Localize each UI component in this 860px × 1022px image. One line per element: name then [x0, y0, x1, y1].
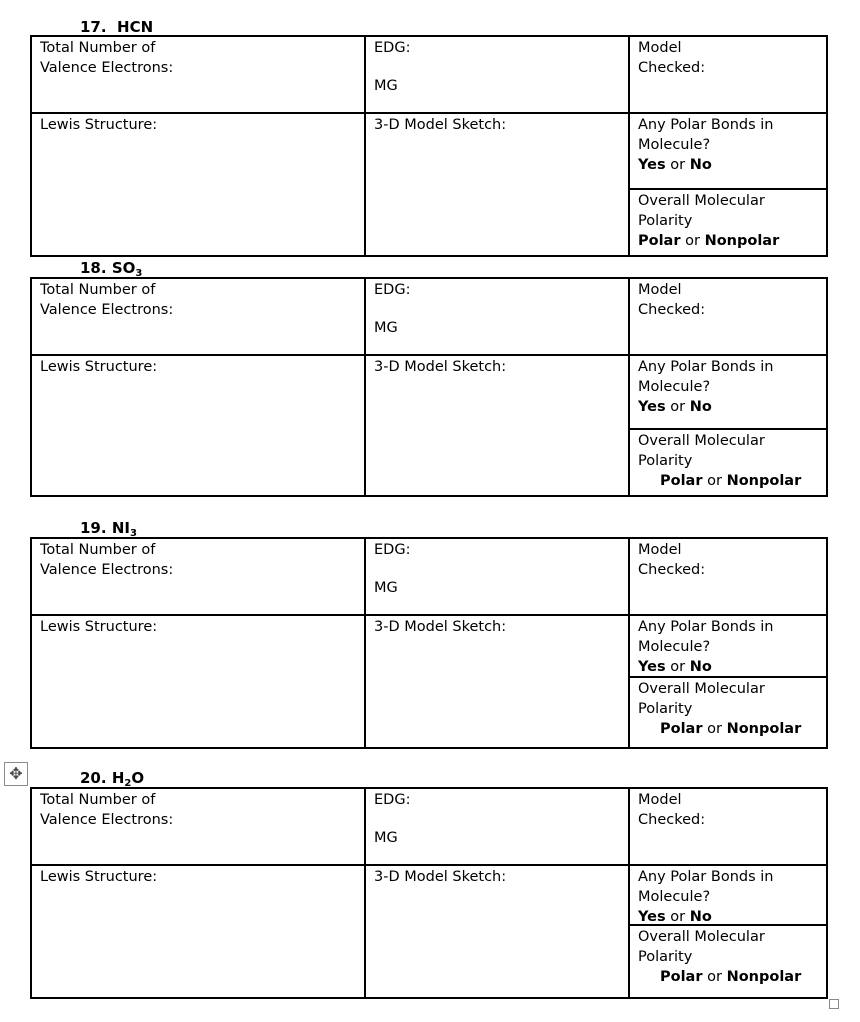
valence-label-1: Total Number of [40, 542, 156, 558]
model-sketch-cell[interactable] [364, 866, 628, 997]
model-label-2: Checked: [638, 302, 706, 318]
valence-label-1: Total Number of [40, 40, 156, 56]
question-17-heading [80, 18, 153, 36]
formula-tail: O [131, 769, 145, 787]
formula: HCN [117, 18, 154, 36]
polar-bonds-label-1: Any Polar Bonds in [638, 359, 774, 375]
lewis-label: Lewis Structure: [40, 619, 158, 635]
edg-label: EDG: [374, 40, 411, 56]
lewis-label: Lewis Structure: [40, 869, 158, 885]
model-label-2: Checked: [638, 562, 706, 578]
question-18-heading [80, 259, 142, 277]
valence-label-1: Total Number of [40, 282, 156, 298]
overall-polarity-cell[interactable] [630, 428, 826, 495]
model-label-2: Checked: [638, 60, 706, 76]
polarity-cell [628, 356, 826, 495]
lewis-label: Lewis Structure: [40, 117, 158, 133]
or-text: or [707, 721, 722, 737]
mg-label: MG [374, 78, 398, 94]
valence-label-2: Valence Electrons: [40, 302, 174, 318]
no-option[interactable]: No [689, 399, 712, 415]
valence-electrons-cell[interactable] [32, 789, 364, 864]
edg-label: EDG: [374, 282, 411, 298]
edg-label: EDG: [374, 542, 411, 558]
edg-cell[interactable] [364, 789, 628, 864]
lewis-label: Lewis Structure: [40, 359, 158, 375]
polarity-cell [628, 114, 826, 255]
polarity-cell [628, 866, 826, 997]
mg-label: MG [374, 580, 398, 596]
yes-option[interactable]: Yes [638, 659, 666, 675]
overall-polarity-label: Overall Molecular Polarity [638, 433, 765, 469]
model-label-2: Checked: [638, 812, 706, 828]
polar-bonds-label-1: Any Polar Bonds in [638, 117, 774, 133]
polar-bonds-label-2: Molecule? [638, 137, 711, 153]
no-option[interactable]: No [689, 659, 712, 675]
formula: NI [111, 519, 130, 537]
valence-label-2: Valence Electrons: [40, 562, 174, 578]
sketch-label: 3-D Model Sketch: [374, 619, 507, 635]
overall-polarity-label: Overall Molecular Polarity [638, 681, 765, 717]
edg-label: EDG: [374, 792, 411, 808]
formula-subscript: 2 [124, 778, 132, 789]
valence-electrons-cell[interactable] [32, 37, 364, 112]
overall-polarity-label: Overall Molecular Polarity [638, 929, 765, 965]
or-text: or [685, 233, 700, 249]
model-checked-cell[interactable] [628, 37, 826, 112]
model-sketch-cell[interactable] [364, 356, 628, 495]
edg-cell[interactable] [364, 279, 628, 354]
polar-bonds-label-2: Molecule? [638, 889, 711, 905]
polar-bonds-cell[interactable] [630, 114, 826, 188]
model-sketch-cell[interactable] [364, 114, 628, 255]
model-checked-cell[interactable] [628, 279, 826, 354]
edg-cell[interactable] [364, 539, 628, 614]
question-19-heading [80, 519, 137, 537]
polar-option[interactable]: Polar [660, 721, 703, 737]
no-option[interactable]: No [689, 909, 712, 925]
polar-bonds-label-1: Any Polar Bonds in [638, 869, 774, 885]
or-text: or [707, 473, 722, 489]
question-20-heading [80, 769, 144, 787]
valence-label-1: Total Number of [40, 792, 156, 808]
valence-label-2: Valence Electrons: [40, 60, 174, 76]
model-checked-cell[interactable] [628, 789, 826, 864]
valence-electrons-cell[interactable] [32, 539, 364, 614]
question-19-table [30, 537, 828, 749]
resize-handle-icon[interactable] [829, 999, 839, 1009]
polar-bonds-cell[interactable] [630, 866, 826, 924]
polar-bonds-cell[interactable] [630, 616, 826, 676]
polar-bonds-cell[interactable] [630, 356, 826, 428]
question-18-table [30, 277, 828, 497]
question-number: 20. [80, 769, 107, 787]
yes-option[interactable]: Yes [638, 157, 666, 173]
or-text: or [670, 659, 686, 675]
question-number: 18. [80, 259, 107, 277]
nonpolar-option[interactable]: Nonpolar [704, 233, 780, 249]
polar-bonds-label-2: Molecule? [638, 379, 711, 395]
polar-bonds-label-2: Molecule? [638, 639, 711, 655]
yes-option[interactable]: Yes [638, 909, 666, 925]
formula: SO [111, 259, 136, 277]
lewis-structure-cell[interactable] [32, 616, 364, 747]
model-checked-cell[interactable] [628, 539, 826, 614]
model-label-1: Model [638, 282, 682, 298]
lewis-structure-cell[interactable] [32, 866, 364, 997]
overall-polarity-cell[interactable] [630, 676, 826, 747]
nonpolar-option[interactable]: Nonpolar [726, 721, 802, 737]
question-number: 17. [80, 18, 107, 36]
model-label-1: Model [638, 792, 682, 808]
formula: H [111, 769, 125, 787]
question-20-table [30, 787, 828, 999]
polar-option[interactable]: Polar [638, 233, 681, 249]
polarity-cell [628, 616, 826, 747]
or-text: or [670, 909, 686, 925]
polar-option[interactable]: Polar [660, 969, 703, 985]
lewis-structure-cell[interactable] [32, 114, 364, 255]
model-sketch-cell[interactable] [364, 616, 628, 747]
nonpolar-option[interactable]: Nonpolar [726, 969, 802, 985]
yes-option[interactable]: Yes [638, 399, 666, 415]
sketch-label: 3-D Model Sketch: [374, 359, 507, 375]
mg-label: MG [374, 320, 398, 336]
overall-polarity-cell[interactable] [630, 188, 826, 255]
or-text: or [670, 157, 686, 173]
overall-polarity-cell[interactable] [630, 924, 826, 997]
edg-cell[interactable] [364, 37, 628, 112]
model-label-1: Model [638, 40, 682, 56]
polar-option[interactable]: Polar [660, 473, 703, 489]
no-option[interactable]: No [689, 157, 712, 173]
valence-electrons-cell[interactable] [32, 279, 364, 354]
valence-label-2: Valence Electrons: [40, 812, 174, 828]
sketch-label: 3-D Model Sketch: [374, 117, 507, 133]
formula-subscript: 3 [129, 528, 137, 539]
or-text: or [707, 969, 722, 985]
question-number: 19. [80, 519, 107, 537]
mg-label: MG [374, 830, 398, 846]
polar-bonds-label-1: Any Polar Bonds in [638, 619, 774, 635]
overall-polarity-label: Overall Molecular Polarity [638, 193, 765, 229]
question-17-table [30, 35, 828, 257]
sketch-label: 3-D Model Sketch: [374, 869, 507, 885]
nonpolar-option[interactable]: Nonpolar [726, 473, 802, 489]
lewis-structure-cell[interactable] [32, 356, 364, 495]
move-handle-icon[interactable]: ✥ [4, 762, 28, 786]
model-label-1: Model [638, 542, 682, 558]
or-text: or [670, 399, 686, 415]
formula-subscript: 3 [135, 268, 143, 279]
